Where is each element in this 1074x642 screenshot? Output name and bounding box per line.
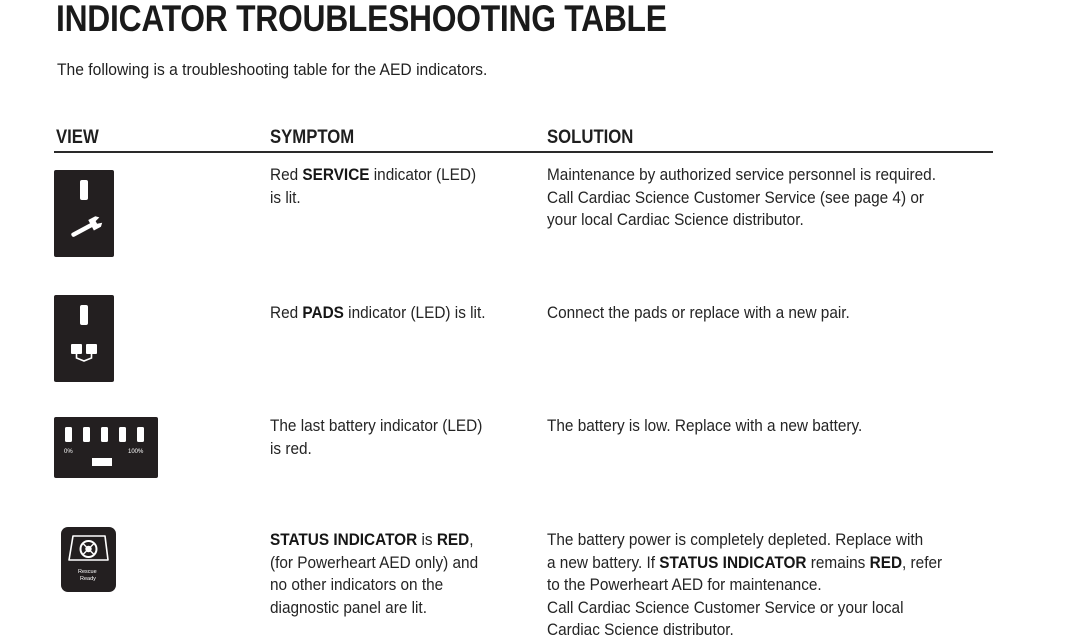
text-run: to the Powerheart AED for maintenance.: [547, 576, 822, 594]
text-run: indicator (LED): [369, 166, 477, 184]
status-label-line2: Ready: [80, 576, 96, 582]
column-header-symptom: SYMPTOM: [270, 127, 355, 148]
text-run: Call Cardiac Science Customer Service or your local: [547, 598, 904, 617]
status-label-line1: Rescue: [78, 569, 97, 575]
text-run: Cardiac Science distributor.: [547, 621, 734, 639]
battery-min-label: 0%: [64, 449, 73, 455]
text-run: Red: [270, 304, 303, 322]
text-run: The last battery indicator (LED): [270, 417, 483, 435]
pads-icon: [54, 295, 114, 382]
solution-cell: [547, 415, 862, 438]
emphasized-text: SERVICE: [302, 166, 370, 184]
text-run: The battery is low. Replace with a new battery.: [547, 417, 863, 435]
text-run: indicator (LED) is lit.: [343, 304, 486, 322]
header-divider: [54, 151, 993, 153]
text-run: The battery power is completely depleted. Replace with: [547, 531, 924, 549]
text-run: a new battery. If: [547, 553, 660, 572]
column-header-solution: SOLUTION: [547, 127, 634, 148]
text-run: Call Cardiac Science Customer Service (see page 4) or: [547, 188, 924, 207]
emphasized-text: RED: [436, 531, 470, 549]
symptom-cell: [270, 164, 476, 209]
text-run: is red.: [270, 439, 312, 458]
text-run: , refer: [902, 553, 943, 572]
solution-cell: [547, 302, 850, 325]
emphasized-text: STATUS INDICATOR: [659, 553, 807, 572]
service-wrench-icon: [54, 170, 114, 257]
text-run: (for Powerheart AED only) and: [270, 553, 479, 572]
emphasized-text: RED: [869, 553, 903, 572]
text-run: your local Cardiac Science distributor.: [547, 211, 804, 229]
intro-text: The following is a troubleshooting table for the AED indicators.: [57, 60, 488, 79]
text-run: ,: [469, 531, 474, 549]
text-run: Red: [270, 166, 303, 184]
text-run: no other indicators on the: [270, 576, 444, 594]
text-run: is: [417, 531, 437, 549]
symptom-cell: [270, 302, 485, 325]
text-run: diagnostic panel are lit.: [270, 598, 427, 617]
status-indicator-icon: [61, 527, 116, 592]
solution-cell: [547, 164, 936, 232]
emphasized-text: PADS: [302, 304, 344, 322]
emphasized-text: STATUS INDICATOR: [270, 531, 418, 549]
text-run: is lit.: [270, 188, 301, 207]
page-title: INDICATOR TROUBLESHOOTING TABLE: [56, 0, 667, 39]
text-run: Maintenance by authorized service personnel is required.: [547, 166, 936, 184]
battery-indicator-icon: [54, 417, 158, 478]
symptom-cell: [270, 529, 478, 619]
text-run: Connect the pads or replace with a new pair.: [547, 304, 850, 322]
solution-cell: [547, 529, 942, 642]
column-header-view: VIEW: [56, 127, 99, 148]
symptom-cell: [270, 415, 482, 460]
text-run: remains: [806, 553, 870, 572]
battery-max-label: 100%: [128, 449, 144, 455]
